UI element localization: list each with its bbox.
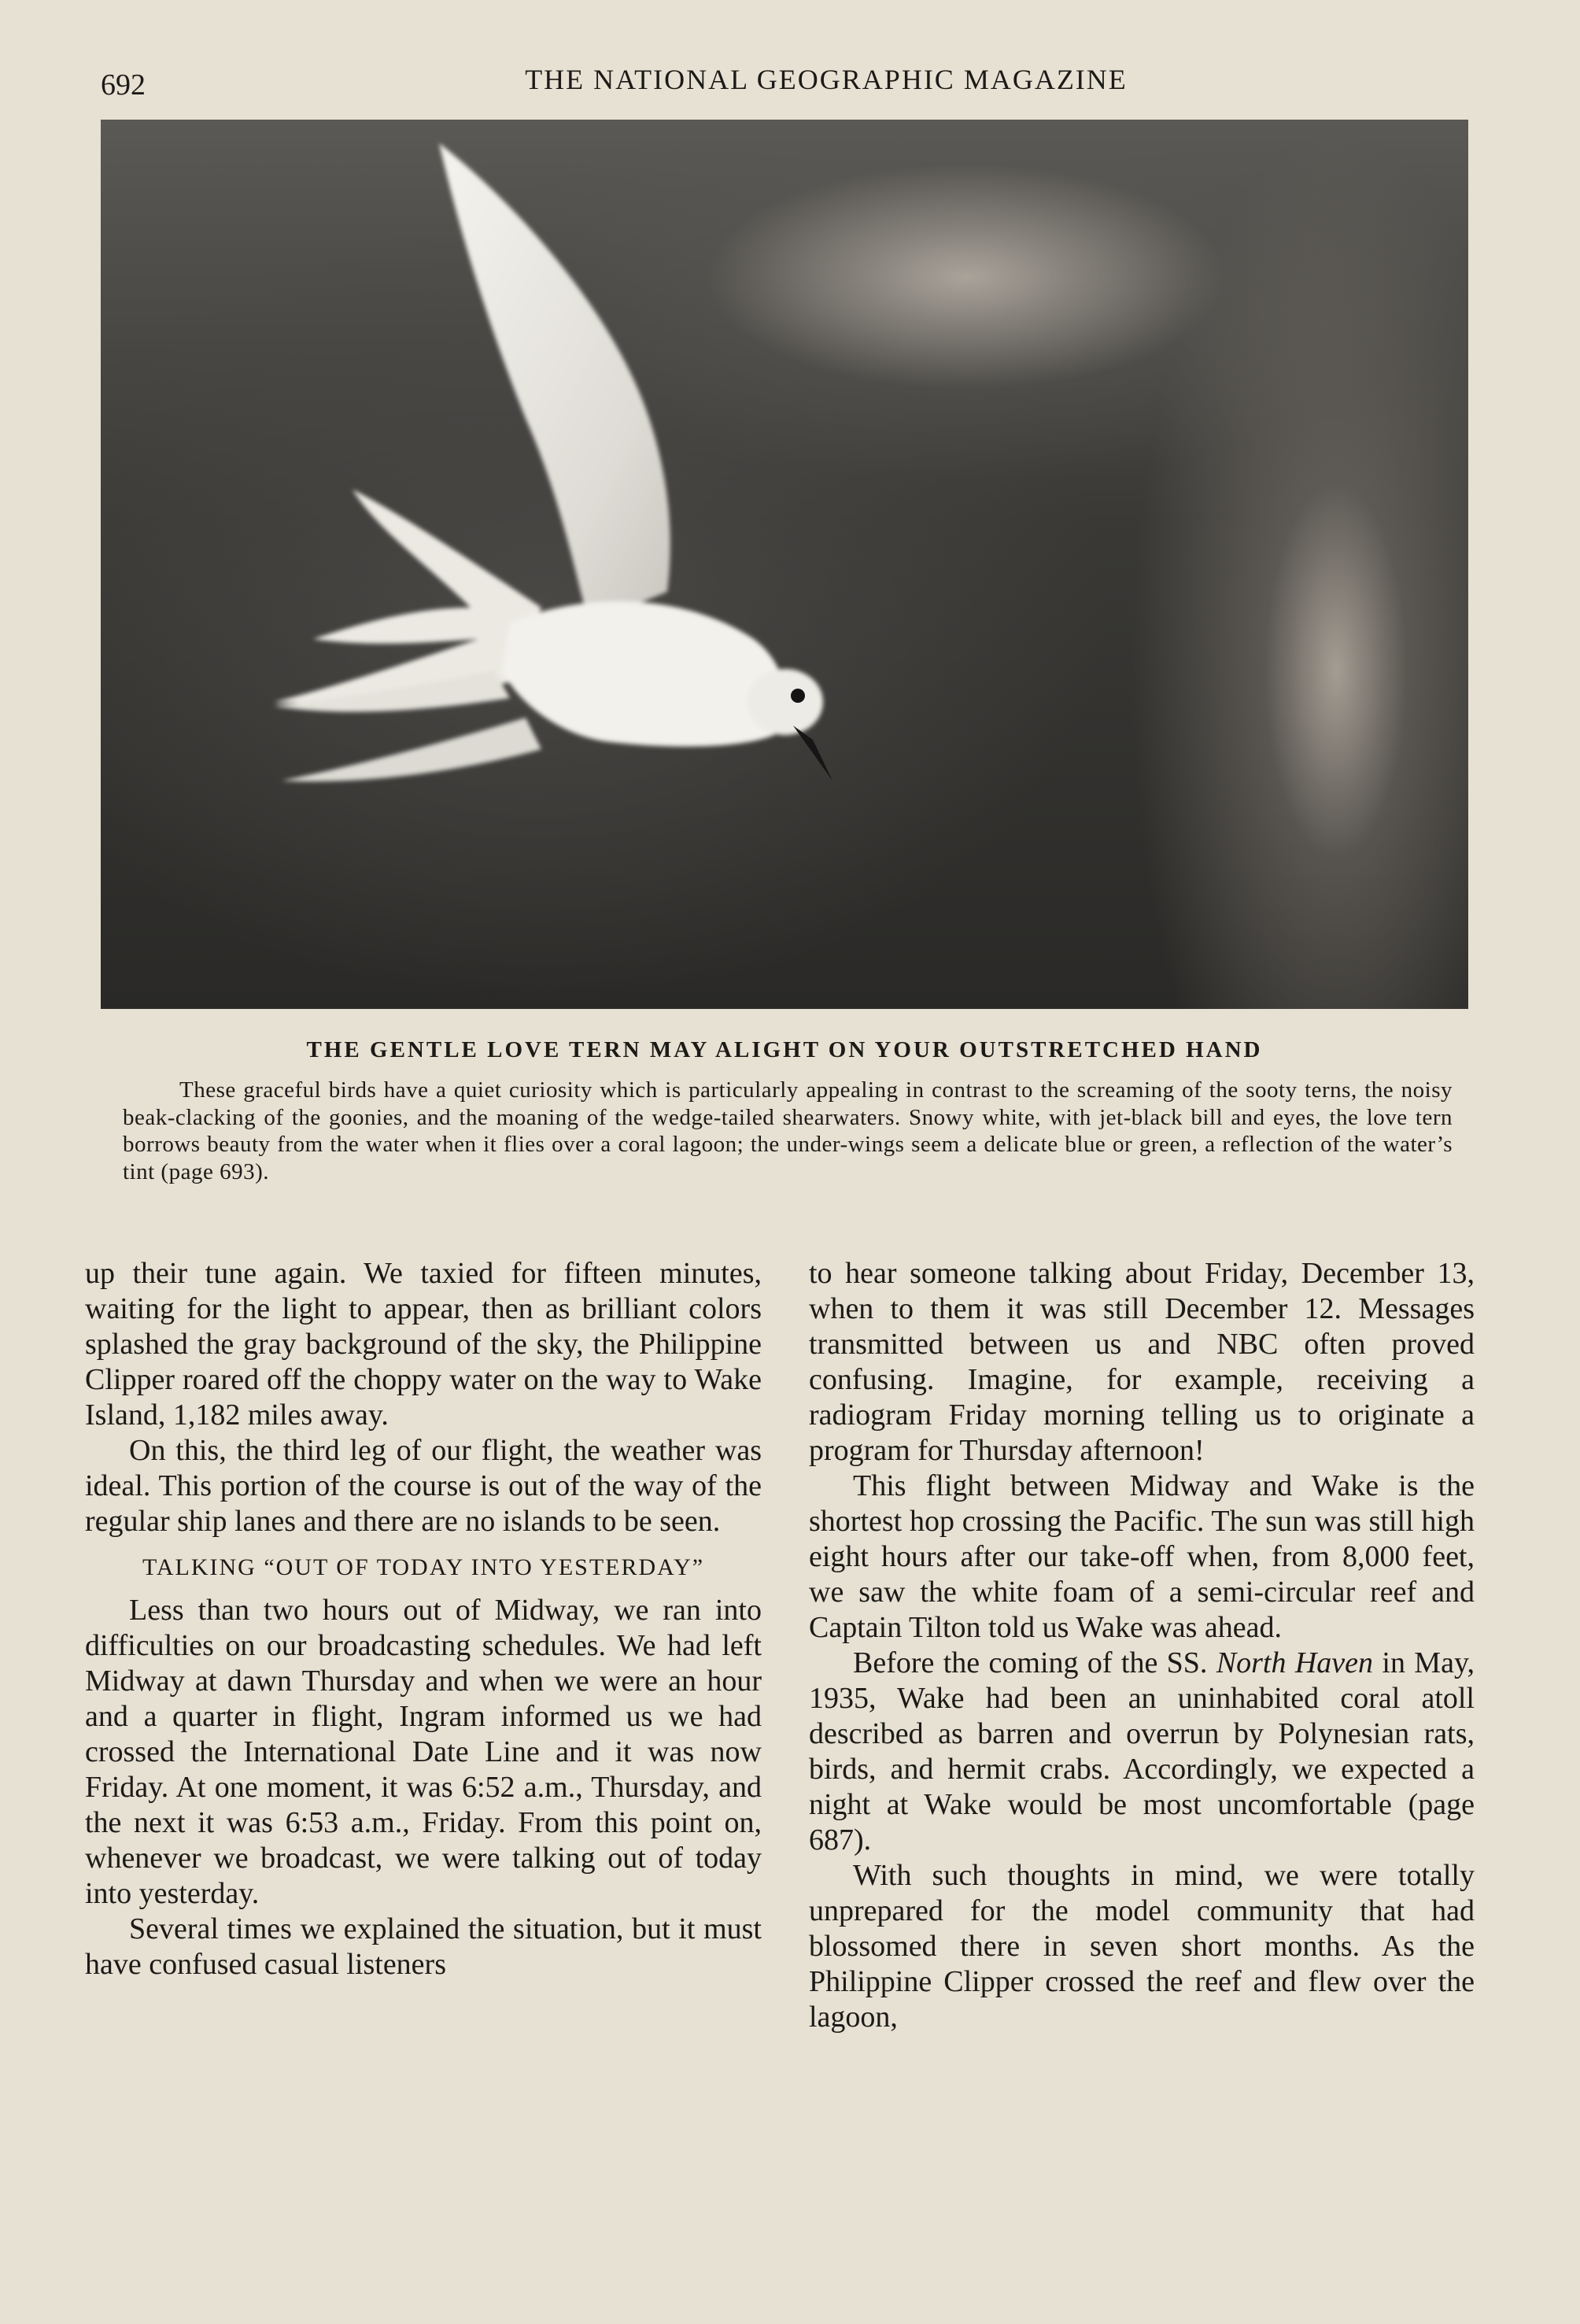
- page-number: 692: [101, 68, 146, 102]
- right-paragraph-4: With such thoughts in mind, we were totally unprepared for the model community that had blossomed there in seven short months. As the Philippine Clipper crossed the reef and flew over the lagoon,: [809, 1859, 1475, 2034]
- running-head: THE NATIONAL GEOGRAPHIC MAGAZINE: [525, 64, 1128, 95]
- left-paragraph-4: Several times we explained the situation, but it must have confused casual listeners: [85, 1912, 762, 1981]
- section-subheading: TALKING “OUT OF TODAY INTO YESTERDAY”: [142, 1554, 705, 1580]
- right-paragraph-3: [809, 1646, 1475, 1858]
- figure-caption-title: THE GENTLE LOVE TERN MAY ALIGHT ON YOUR OUTSTRETCHED HAND: [306, 1037, 1263, 1062]
- right-paragraph-1: to hear someone talking about Friday, December 13, when to them it was still December 12. Messages transmitted between us and NBC often proved confusing. Imagine, for example, receiving a radiogram Friday morning telling us to originate a program for Thursday afternoon!: [809, 1257, 1475, 1467]
- figure-caption-body: These graceful birds have a quiet curiosity which is particularly appealing in contrast to the screaming of the sooty terns, the noisy beak-clacking of the goonies, and the moaning of the wedge-tailed shearwaters. Snowy white, with jet-black bill and eyes, the love tern borrows beauty from the water when it flies over a coral lagoon; the under-wings seem a delicate blue or green, a reflection of the water’s tint (page 693).: [123, 1077, 1453, 1184]
- love-tern-illustration: [101, 120, 1468, 1009]
- left-paragraph-2: On this, the third leg of our flight, the weather was ideal. This portion of the course is out of the way of the regular ship lanes and there are no islands to be seen.: [85, 1434, 762, 1538]
- tern-photograph: [101, 120, 1468, 1009]
- right-column: [809, 1256, 1475, 2035]
- left-paragraph-3: Less than two hours out of Midway, we ran into difficulties on our broadcasting schedules. We had left Midway at dawn Thursday and when we were an hour and a quarter in flight, Ingram informed us we had crossed the International Date Line and it was now Friday. At one moment, it was 6:52 a.m., Thursday, and the next it was 6:53 a.m., Friday. From this point on, whenever we broadcast, we were talking out of today into yesterday.: [85, 1594, 762, 1910]
- ship-name: North Haven: [1216, 1646, 1374, 1679]
- right-paragraph-3-start: Before the coming of the SS.: [853, 1646, 1208, 1679]
- right-paragraph-3-end: in May, 1935, Wake had been an uninhabited coral atoll described as barren and overrun by Polynesian rats, birds, and hermit crabs. Accordingly, we expected a night at Wake would be most uncomfortable (page 687).: [809, 1646, 1475, 1857]
- left-paragraph-1: up their tune again. We taxied for fifteen minutes, waiting for the light to appear, then as brilliant colors splashed the gray background of the sky, the Philippine Clipper roared off the choppy water on the way to Wake Island, 1,182 miles away.: [85, 1257, 762, 1432]
- left-column: [85, 1256, 762, 1982]
- right-paragraph-2: This flight between Midway and Wake is the shortest hop crossing the Pacific. The sun was still high eight hours after our take-off when, from 8,000 feet, we saw the white foam of a semi-circular reef and Captain Tilton told us Wake was ahead.: [809, 1469, 1475, 1644]
